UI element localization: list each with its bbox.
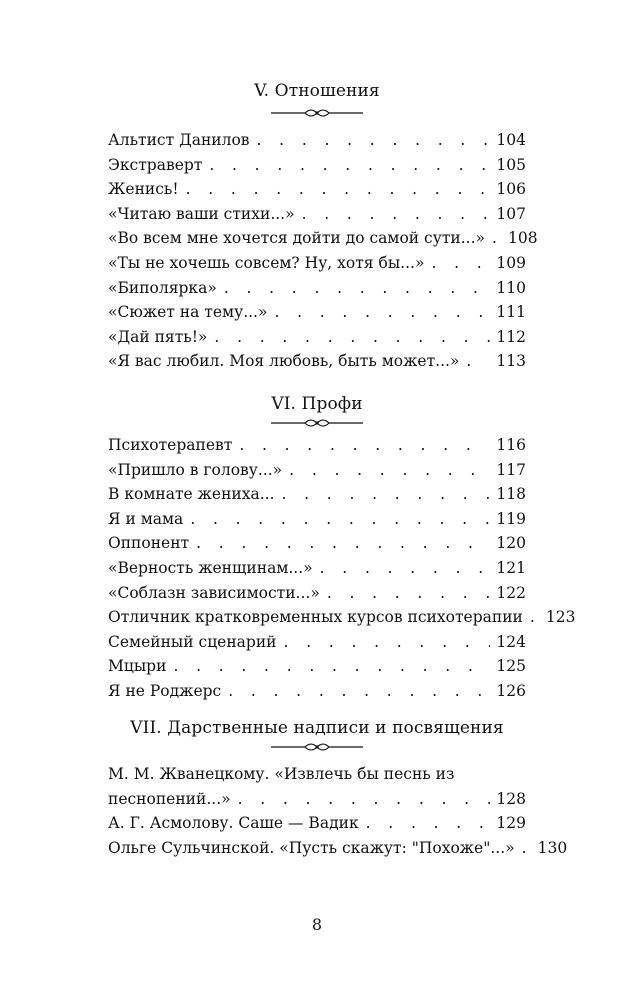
entry-title: Отличник кратковременных курсов психотерапии — [108, 608, 523, 627]
entry-title: Мцыри — [108, 657, 167, 676]
entry-page: 122 — [496, 583, 526, 602]
entry-page: 120 — [496, 534, 526, 553]
leader-dots — [522, 836, 532, 861]
entry-title: Ольге Сульчинской. «Пусть скажут: "Похоже"...» — [108, 838, 515, 857]
leader-dots — [190, 507, 490, 532]
toc-entry[interactable] — [108, 836, 568, 861]
leader-dots — [431, 251, 490, 276]
leader-dots — [302, 202, 491, 227]
entry-title: «Дай пять!» — [108, 327, 208, 346]
leader-dots — [289, 458, 490, 483]
toc-entry[interactable] — [108, 325, 526, 350]
toc-entry[interactable] — [108, 811, 526, 836]
entry-page: 109 — [496, 253, 526, 272]
entry-title: «Во всем мне хочется дойти до самой сути...» — [108, 229, 486, 248]
entry-title: песнопений...» — [108, 789, 231, 808]
section-title-v: V. Отношения — [254, 81, 380, 101]
toc-entry[interactable] — [108, 349, 526, 374]
toc-entry[interactable] — [108, 605, 576, 630]
entry-page: 124 — [496, 632, 526, 651]
entry-title: «Пришло в голову...» — [108, 460, 283, 479]
entry-page: 117 — [496, 460, 526, 479]
entry-page: 106 — [496, 180, 526, 199]
entry-title: В комнате жениха... — [108, 485, 275, 504]
entry-page: 128 — [496, 789, 526, 808]
entry-page: 116 — [496, 436, 526, 454]
leader-dots — [282, 482, 491, 507]
entry-page: 104 — [496, 131, 526, 149]
entry-page: 121 — [496, 558, 526, 577]
entry-title-line1: М. М. Жванецкому. «Извлечь бы песнь из — [108, 765, 455, 783]
entry-title: Я и мама — [108, 509, 184, 528]
section-title-vi: VI. Профи — [271, 394, 363, 414]
toc-entry[interactable] — [108, 654, 526, 679]
toc-list-v — [108, 128, 538, 374]
leader-dots — [224, 276, 491, 301]
entry-title: Оппонент — [108, 534, 190, 553]
entry-page: 111 — [496, 303, 526, 322]
leader-dots — [196, 531, 490, 556]
entry-page: 108 — [508, 229, 538, 248]
section-title-vii: VII. Дарственные надписи и посвящения — [130, 718, 504, 738]
entry-page: 126 — [496, 681, 526, 700]
entry-page: 119 — [496, 509, 526, 528]
toc-entry[interactable] — [108, 482, 526, 507]
leader-dots — [238, 787, 491, 812]
entry-title: «Биполярка» — [108, 278, 217, 297]
toc-entry[interactable] — [108, 153, 526, 178]
entry-page: 112 — [496, 327, 526, 346]
toc-entry[interactable] — [108, 581, 526, 606]
leader-dots — [239, 433, 490, 458]
toc-entry[interactable] — [108, 226, 538, 251]
leader-dots — [320, 556, 491, 581]
toc-entry[interactable] — [108, 507, 526, 532]
entry-page: 113 — [496, 352, 526, 371]
entry-page: 130 — [537, 838, 568, 857]
leader-dots — [274, 300, 490, 325]
toc-entry[interactable] — [108, 531, 526, 556]
entry-title: Альтист Данилов — [108, 131, 250, 149]
entry-title: «Читаю ваши стихи...» — [108, 204, 295, 223]
toc-entry[interactable] — [108, 251, 526, 276]
leader-dots — [366, 811, 491, 836]
entry-page: 123 — [545, 608, 576, 627]
toc-entry[interactable] — [108, 202, 526, 227]
toc-entry[interactable] — [108, 458, 526, 483]
entry-title: «Верность женщинам...» — [108, 558, 313, 577]
toc-entry[interactable] — [108, 433, 526, 458]
leader-dots — [228, 679, 490, 704]
entry-page: 110 — [496, 278, 526, 297]
toc-entry[interactable] — [108, 177, 526, 202]
leader-dots — [186, 177, 491, 202]
entry-title: Психотерапевт — [108, 436, 233, 454]
leader-dots — [214, 325, 490, 350]
entry-title: Я не Роджерс — [108, 681, 222, 700]
leader-dots — [284, 630, 491, 655]
leader-dots — [492, 226, 502, 251]
toc-entry[interactable] — [108, 300, 526, 325]
toc-entry[interactable] — [108, 128, 526, 153]
leader-dots — [257, 128, 491, 153]
leader-dots — [173, 654, 490, 679]
entry-page: 107 — [496, 204, 526, 223]
toc-entry[interactable] — [108, 762, 526, 811]
entry-page: 125 — [496, 657, 526, 676]
entry-title: «Сюжет на тему...» — [108, 303, 268, 322]
entry-page: 118 — [496, 485, 526, 504]
toc-list-vii — [108, 762, 568, 860]
toc-entry[interactable] — [108, 276, 526, 301]
toc-entry[interactable] — [108, 630, 526, 655]
page-number: 8 — [311, 915, 323, 934]
leader-dots — [466, 349, 490, 374]
toc-entry[interactable] — [108, 679, 526, 704]
entry-title: Экстраверт — [108, 155, 203, 174]
ornament-divider-icon — [271, 742, 363, 752]
entry-title: «Соблазн зависимости...» — [108, 583, 320, 602]
entry-title: Женись! — [108, 180, 179, 199]
leader-dots — [327, 581, 491, 606]
entry-title: А. Г. Асмолову. Саше — Вадик — [108, 814, 359, 833]
leader-dots — [209, 153, 490, 178]
leader-dots — [530, 605, 540, 630]
ornament-divider-icon — [271, 418, 363, 428]
toc-list-vi — [108, 433, 576, 704]
toc-entry[interactable] — [108, 556, 526, 581]
entry-page: 105 — [496, 155, 526, 174]
ornament-divider-icon — [271, 108, 363, 118]
toc-page — [108, 0, 576, 1000]
entry-title: Семейный сценарий — [108, 632, 277, 651]
entry-title: «Ты не хочешь совсем? Ну, хотя бы...» — [108, 253, 425, 272]
entry-page: 129 — [496, 814, 526, 833]
entry-title: «Я вас любил. Моя любовь, быть может...» — [108, 352, 460, 371]
